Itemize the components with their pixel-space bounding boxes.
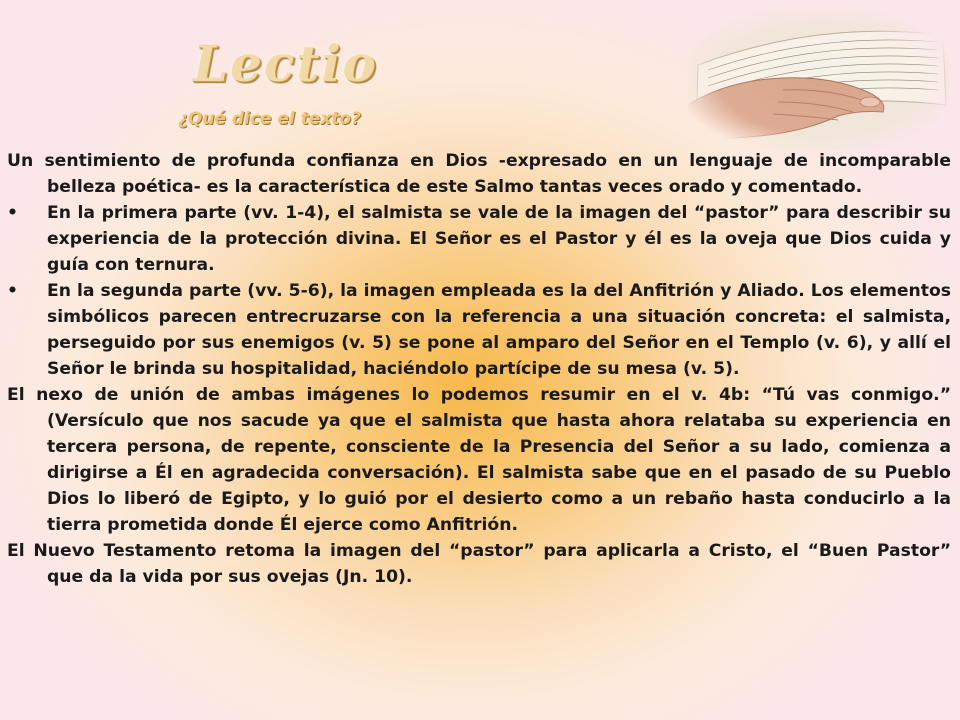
paragraph: El nexo de unión de ambas imágenes lo podemos resumir en el v. 4b: “Tú vas conmigo.” (Versículo que nos sacude ya que el salmista que hasta ahora relataba su experiencia en tercera persona, de repente, consciente de la Presencia del Señor a su lado, comienza a dirigirse a Él en agradecida conversación). El salmista sabe que en el pasado de su Pueblo Dios lo liberó de Egipto, y lo guió por el desierto como a un rebaño hasta conducirlo a la tierra prometida donde Él ejerce como Anfitrión. [7,385,951,535]
bullet-icon: • [7,203,18,223]
list-item [7,278,951,382]
bullet-icon: • [7,281,18,301]
bullet-text: En la primera parte (vv. 1-4), el salmista se vale de la imagen del “pastor” para describir su experiencia de la protección divina. El Señor es el Pastor y él es la oveja que Dios cuida y guía con ternura. [47,203,951,275]
hand-on-bible-photo [688,10,950,150]
slide-body [7,148,951,590]
slide-title: Lectio [193,34,378,93]
intro-paragraph: Un sentimiento de profunda confianza en Dios -expresado en un lenguaje de incomparable belleza poética- es la característica de este Salmo tantas veces orado y comentado. [7,151,951,197]
slide-subtitle: ¿Qué dice el texto? [178,109,361,129]
paragraph: El Nuevo Testamento retoma la imagen del “pastor” para aplicarla a Cristo, el “Buen Pastor” que da la vida por sus ovejas (Jn. 10). [7,541,951,587]
bullet-text: En la segunda parte (vv. 5-6), la imagen empleada es la del Anfitrión y Aliado. Los elementos simbólicos parecen entrecruzarse con la referencia a una situación concreta: el salmista, perseguido por sus enemigos (v. 5) se pone al amparo del Señor en el Templo (v. 6), y allí el Señor le brinda su hospitalidad, haciéndolo partícipe de su mesa (v. 5). [47,281,951,379]
list-item [7,200,951,278]
